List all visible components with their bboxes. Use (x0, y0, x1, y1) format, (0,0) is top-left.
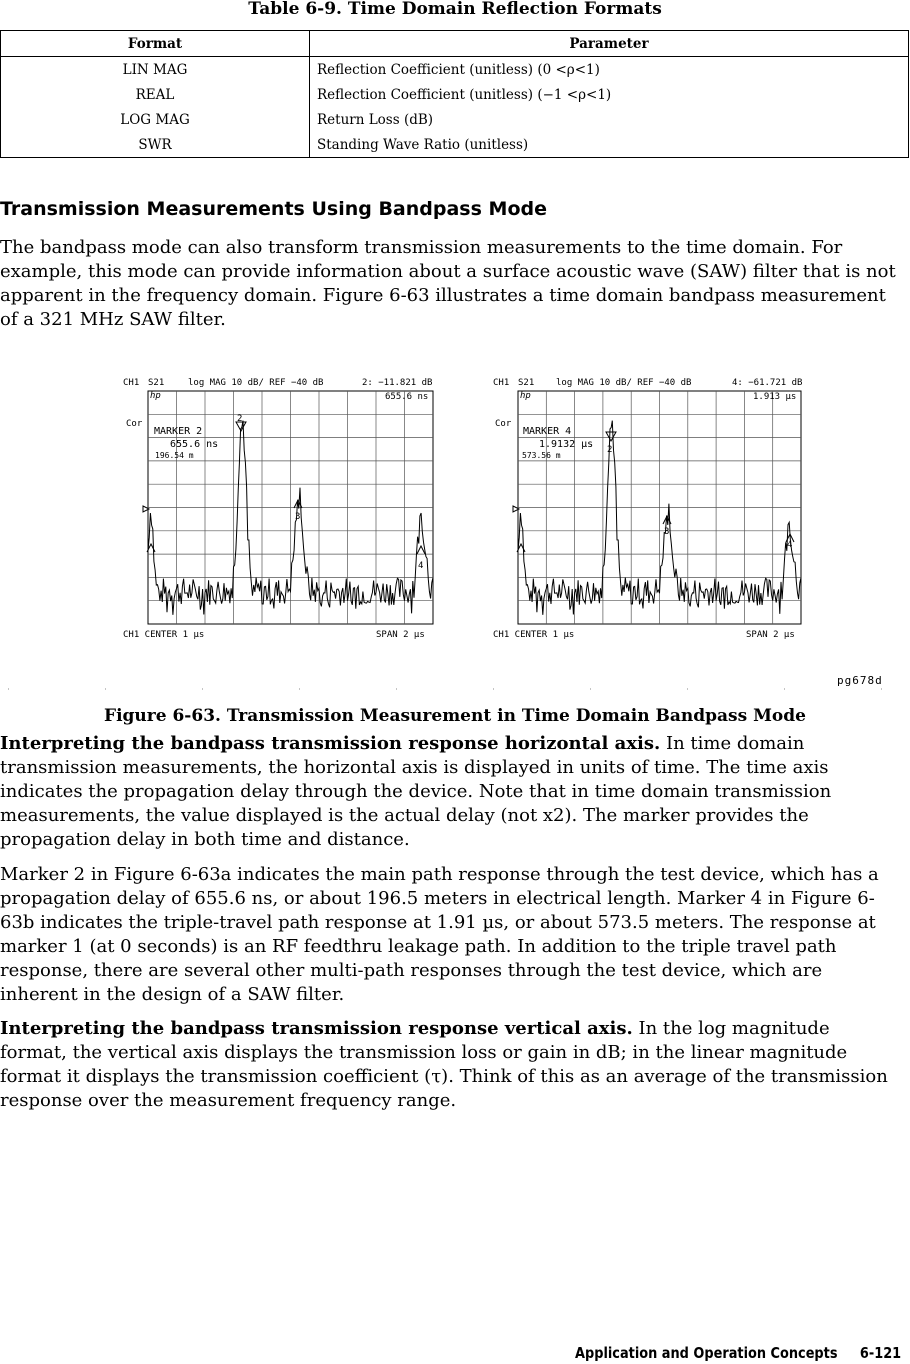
format-cell: LIN MAG (1, 57, 310, 83)
run-in-heading: Interpreting the bandpass transmission response vertical axis. (0, 1018, 633, 1039)
paragraph-body: In the log magnitude format, the vertical axis displays the transmission loss or gain in dB; in the linear magnitude format it displays the transmission coefficient (τ). Think of this as an average of the transmission response over the measurement frequency range. (0, 1018, 888, 1111)
horizontal-axis-paragraph (0, 732, 900, 852)
vertical-axis-paragraph (0, 1017, 900, 1113)
correction-indicator: Cor (495, 419, 512, 429)
format-cell: REAL (1, 82, 310, 107)
format-readout: log MAG 10 dB/ REF −40 dB (556, 378, 692, 388)
page-number: 6-121 (859, 1344, 902, 1362)
intro-paragraph: The bandpass mode can also transform transmission measurements to the time domain. For example, this mode can provide information about a surface acoustic wave (SAW) filter that is not apparent in the frequency domain. Figure 6-63 illustrates a time domain bandpass measurement of a 321 MHz SAW filter. (0, 237, 896, 330)
table-row (1, 82, 909, 107)
right-analyzer-screen (455, 372, 910, 672)
paragraph-body: In time domain transmission measurements, the horizontal axis is displayed in units of time. The time axis indicates the propagation delay through the device. Note that in time domain transmission measurements, the value displayed is the actual delay (not x2). The marker provides the propagation delay in both time and distance. (0, 733, 832, 850)
parameter-cell: Reflection Coefficient (unitless) (0 <ρ<1) (310, 57, 909, 83)
marker-time-readout: 1.913 µs (753, 392, 797, 402)
marker-3-label: 3 (664, 527, 670, 537)
reflection-formats-table (0, 30, 909, 158)
marker-3-label: 3 (295, 512, 301, 522)
format-cell: LOG MAG (1, 107, 310, 132)
marker-readout: 4: −61.721 dB (732, 378, 803, 388)
correction-indicator: Cor (126, 419, 143, 429)
marker-value: 655.6 ns (170, 439, 219, 450)
marker-2-label: 2 (237, 414, 243, 424)
marker-4-label: 4 (418, 561, 424, 571)
column-header-format: Format (1, 31, 310, 57)
marker-distance: 196.54 m (155, 451, 194, 460)
marker-paragraph: Marker 2 in Figure 6-63a indicates the main path response through the test device, which has a propagation delay of 655.6 ns, or about 196.5 meters in electrical length. Marker 4 in Figure 6-63b indicates the triple-travel path response at 1.91 µs, or about 573.5 meters. The response at marker 1 (at 0 seconds) is an RF feedthru leakage path. In addition to the triple travel path response, there are several other multi-path responses through the test device, which are inherent in the design of a SAW filter. (0, 864, 879, 1005)
section-heading: Transmission Measurements Using Bandpass Mode (0, 198, 547, 220)
parameter-cell: Standing Wave Ratio (unitless) (310, 132, 909, 158)
figure-6-63 (0, 372, 910, 692)
center-readout: CH1 CENTER 1 µs (123, 630, 205, 640)
format-readout: log MAG 10 dB/ REF −40 dB (188, 378, 324, 388)
figure-caption: Figure 6-63. Transmission Measurement in Time Domain Bandpass Mode (104, 706, 806, 726)
table-title: Table 6-9. Time Domain Reflection Formats (248, 0, 662, 19)
table-row (1, 107, 909, 132)
marker-2-label: 2 (607, 445, 613, 455)
center-readout: CH1 CENTER 1 µs (493, 630, 575, 640)
run-in-heading: Interpreting the bandpass transmission response horizontal axis. (0, 733, 661, 754)
marker-time-readout: 655.6 ns (385, 392, 429, 402)
figure-bottom-dotted-line (8, 688, 903, 690)
footer-section-title: Application and Operation Concepts (575, 1344, 838, 1362)
span-readout: SPAN 2 µs (376, 630, 425, 640)
table-header-row (1, 31, 909, 57)
marker-value: 1.9132 µs (539, 439, 594, 450)
left-analyzer-screen (0, 372, 455, 672)
marker-distance: 573.56 m (522, 451, 561, 460)
table-row (1, 57, 909, 83)
format-cell: SWR (1, 132, 310, 158)
marker-readout: 2: −11.821 dB (362, 378, 433, 388)
marker-label: MARKER 2 (154, 426, 203, 437)
table-row (1, 132, 909, 158)
span-readout: SPAN 2 µs (746, 630, 795, 640)
marker-4-label: 4 (787, 540, 793, 550)
parameter-cell: Reflection Coefficient (unitless) (−1 <ρ<1) (310, 82, 909, 107)
parameter-label: S21 (148, 378, 165, 388)
marker-label: MARKER 4 (523, 426, 572, 437)
column-header-parameter: Parameter (310, 31, 909, 57)
parameter-label: S21 (518, 378, 535, 388)
channel-label: CH1 (493, 378, 510, 388)
figure-id: pg678d (837, 674, 883, 687)
hp-logo: hp (150, 391, 161, 401)
hp-logo: hp (520, 391, 531, 401)
page-footer (575, 1344, 901, 1362)
channel-label: CH1 (123, 378, 140, 388)
parameter-cell: Return Loss (dB) (310, 107, 909, 132)
